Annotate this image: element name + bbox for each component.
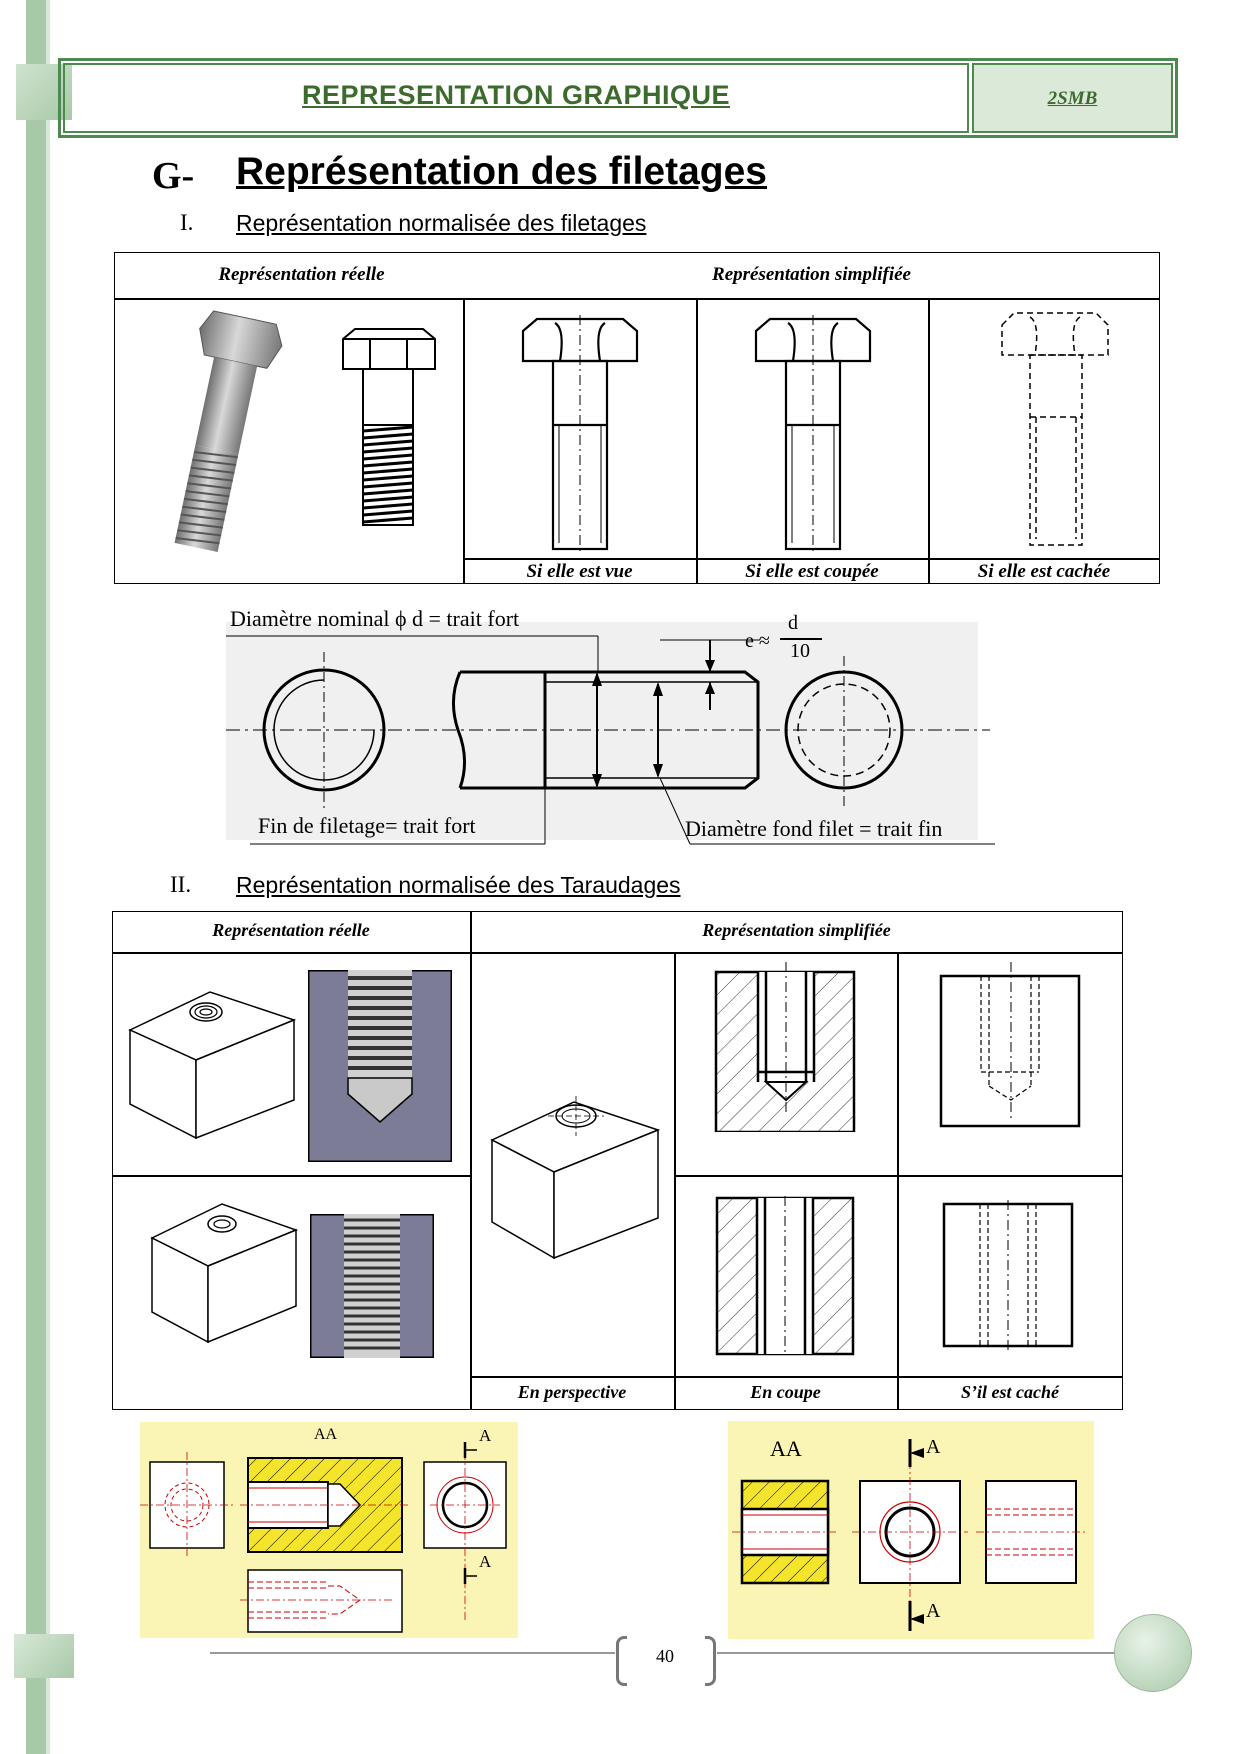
subsection-1-number: I. — [180, 210, 194, 235]
tapping-section-blind — [710, 962, 860, 1132]
example-left-section-label: AA — [314, 1426, 338, 1443]
caption-section: En coupe — [750, 1382, 821, 1402]
bolt-photo — [150, 305, 290, 565]
tapping-table-vline-3 — [897, 952, 899, 1410]
bolt-real-drawing — [335, 325, 445, 535]
caption-hidden-tapping: S’il est caché — [961, 1382, 1059, 1402]
caption-hidden: Si elle est cachée — [977, 561, 1111, 582]
thread-table-head-real: Représentation réelle — [218, 264, 385, 285]
tapped-hole-real-1 — [308, 970, 452, 1162]
label-frac-num: d — [788, 612, 798, 634]
tapping-table-vline-1 — [470, 911, 472, 1410]
bolt-simplified-hidden — [990, 305, 1120, 555]
subsection-1-title: Représentation normalisée des filetages — [236, 210, 647, 236]
footer-circle — [1114, 1614, 1192, 1692]
footer-line-left — [210, 1652, 615, 1654]
example-right-arrow-top: A — [926, 1436, 941, 1458]
tapping-hidden-blind — [935, 962, 1085, 1132]
label-frac-den: 10 — [790, 640, 810, 662]
thread-table-head-simplified: Représentation simplifiée — [712, 264, 911, 285]
sidebar-stripe-inner — [46, 0, 50, 1754]
tapped-hole-real-2 — [310, 1214, 434, 1358]
example-right-arrow-bottom: A — [926, 1600, 941, 1622]
thread-table-header-line — [114, 298, 1160, 300]
subsection-2-number: II. — [170, 872, 192, 897]
tapping-table-header-line — [112, 952, 1123, 954]
header-badge: 2SMB — [1047, 88, 1098, 109]
tapping-section-through — [715, 1196, 855, 1356]
header-title: REPRESENTATION GRAPHIQUE — [301, 80, 731, 110]
bolt-simplified-seen — [515, 315, 645, 555]
subsection-2-title: Représentation normalisée des Taraudages — [236, 872, 681, 898]
tapping-table-head-real: Représentation réelle — [212, 920, 370, 940]
page-number: 40 — [656, 1646, 674, 1666]
footer-line-right — [717, 1652, 1117, 1654]
bolt-simplified-cut — [748, 315, 878, 555]
block-perspective-simplified — [488, 1090, 663, 1260]
label-nominal-diameter: Diamètre nominal ϕ d = trait fort — [230, 606, 520, 631]
example-left-drawing — [140, 1422, 518, 1638]
tapping-table-head-simplified: Représentation simplifiée — [702, 920, 891, 940]
label-e: e ≈ — [745, 630, 770, 652]
block-perspective-1 — [128, 982, 298, 1142]
sidebar-square-bottom — [14, 1634, 74, 1678]
tapping-table-caption-line — [470, 1376, 1123, 1378]
caption-perspective: En perspective — [517, 1382, 627, 1402]
label-root-diameter: Diamètre fond filet = trait fin — [685, 816, 943, 841]
thread-table-vline-3 — [928, 298, 930, 584]
tapping-table-mid-line-right — [674, 1175, 1123, 1177]
tapping-hidden-through — [940, 1200, 1076, 1350]
thread-table-caption-line — [463, 558, 1160, 560]
block-perspective-2 — [150, 1196, 300, 1346]
thread-table-vline-2 — [696, 298, 698, 584]
example-right-section-label: AA — [770, 1436, 802, 1461]
label-thread-end: Fin de filetage= trait fort — [258, 813, 476, 838]
sidebar-stripe — [26, 0, 46, 1754]
section-title: Représentation des filetages — [236, 150, 767, 193]
thread-table-vline-1 — [463, 298, 465, 584]
tapping-table-mid-line-left — [112, 1175, 470, 1177]
section-number: G- — [152, 155, 195, 197]
caption-seen: Si elle est vue — [526, 561, 633, 582]
example-left-arrow-top: A — [479, 1426, 492, 1445]
tapping-table-vline-2 — [674, 952, 676, 1410]
caption-cut: Si elle est coupée — [745, 561, 879, 582]
example-left-arrow-bottom: A — [479, 1552, 492, 1571]
